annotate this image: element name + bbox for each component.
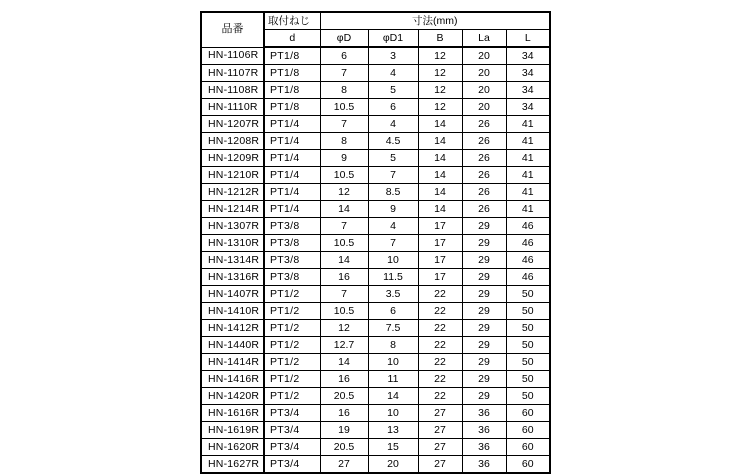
d-cell: 16	[320, 405, 368, 422]
la-cell: 29	[462, 371, 506, 388]
b-cell: 14	[418, 133, 462, 150]
part-number-cell: HN-1414R	[201, 354, 264, 371]
part-number-cell: HN-1416R	[201, 371, 264, 388]
d-cell: 14	[320, 201, 368, 218]
thread-cell: PT1/8	[264, 65, 320, 82]
table-row	[201, 252, 550, 269]
la-cell: 20	[462, 47, 506, 65]
d-cell: 10.5	[320, 303, 368, 320]
table-row	[201, 167, 550, 184]
part-number-cell: HN-1106R	[201, 47, 264, 65]
b-cell: 22	[418, 388, 462, 405]
d-cell: 19	[320, 422, 368, 439]
la-cell: 26	[462, 184, 506, 201]
part-number-cell: HN-1108R	[201, 82, 264, 99]
la-cell: 29	[462, 388, 506, 405]
phi-d1-cell: 13	[368, 422, 418, 439]
la-cell: 29	[462, 303, 506, 320]
thread-cell: PT1/2	[264, 303, 320, 320]
table-row	[201, 303, 550, 320]
b-cell: 22	[418, 371, 462, 388]
phi-d1-cell: 4.5	[368, 133, 418, 150]
mounting-thread-header: 取付ねじ	[264, 12, 320, 30]
b-cell: 14	[418, 167, 462, 184]
la-cell: 26	[462, 116, 506, 133]
l-cell: 46	[506, 235, 550, 252]
la-cell: 20	[462, 99, 506, 116]
phi-d1-cell: 4	[368, 116, 418, 133]
part-number-cell: HN-1407R	[201, 286, 264, 303]
la-cell: 29	[462, 235, 506, 252]
table-row	[201, 422, 550, 439]
column-header-d: d	[264, 30, 320, 48]
thread-cell: PT3/8	[264, 269, 320, 286]
d-cell: 27	[320, 456, 368, 474]
part-number-cell: HN-1208R	[201, 133, 264, 150]
phi-d1-cell: 3	[368, 47, 418, 65]
table-row	[201, 269, 550, 286]
d-cell: 12	[320, 320, 368, 337]
part-number-cell: HN-1316R	[201, 269, 264, 286]
thread-cell: PT1/2	[264, 337, 320, 354]
phi-d1-cell: 5	[368, 82, 418, 99]
d-cell: 10.5	[320, 167, 368, 184]
thread-cell: PT3/8	[264, 252, 320, 269]
phi-d1-cell: 6	[368, 303, 418, 320]
part-number-cell: HN-1310R	[201, 235, 264, 252]
table-row	[201, 439, 550, 456]
table-row	[201, 201, 550, 218]
la-cell: 29	[462, 269, 506, 286]
table-row	[201, 456, 550, 474]
la-cell: 20	[462, 65, 506, 82]
b-cell: 22	[418, 354, 462, 371]
table-row	[201, 82, 550, 99]
table-row	[201, 133, 550, 150]
part-number-cell: HN-1209R	[201, 150, 264, 167]
phi-d1-cell: 7	[368, 167, 418, 184]
l-cell: 50	[506, 388, 550, 405]
b-cell: 22	[418, 286, 462, 303]
table-row	[201, 337, 550, 354]
thread-cell: PT1/8	[264, 47, 320, 65]
la-cell: 29	[462, 218, 506, 235]
table-row	[201, 286, 550, 303]
l-cell: 41	[506, 184, 550, 201]
column-header-la: La	[462, 30, 506, 48]
d-cell: 20.5	[320, 388, 368, 405]
l-cell: 60	[506, 405, 550, 422]
b-cell: 14	[418, 184, 462, 201]
la-cell: 36	[462, 422, 506, 439]
thread-cell: PT1/4	[264, 133, 320, 150]
table-row	[201, 218, 550, 235]
phi-d1-cell: 11	[368, 371, 418, 388]
l-cell: 41	[506, 201, 550, 218]
l-cell: 50	[506, 371, 550, 388]
part-number-cell: HN-1420R	[201, 388, 264, 405]
column-header-l: L	[506, 30, 550, 48]
l-cell: 60	[506, 422, 550, 439]
table-row	[201, 99, 550, 116]
b-cell: 17	[418, 218, 462, 235]
phi-d1-cell: 10	[368, 354, 418, 371]
b-cell: 14	[418, 150, 462, 167]
part-number-cell: HN-1314R	[201, 252, 264, 269]
phi-d1-cell: 10	[368, 252, 418, 269]
header-row-1	[201, 12, 550, 30]
b-cell: 17	[418, 235, 462, 252]
part-number-cell: HN-1207R	[201, 116, 264, 133]
thread-cell: PT1/4	[264, 201, 320, 218]
phi-d1-cell: 3.5	[368, 286, 418, 303]
l-cell: 46	[506, 269, 550, 286]
l-cell: 34	[506, 47, 550, 65]
phi-d1-cell: 7	[368, 235, 418, 252]
la-cell: 36	[462, 456, 506, 474]
la-cell: 29	[462, 286, 506, 303]
b-cell: 27	[418, 439, 462, 456]
phi-d1-cell: 5	[368, 150, 418, 167]
part-number-cell: HN-1620R	[201, 439, 264, 456]
thread-cell: PT3/4	[264, 422, 320, 439]
d-cell: 12	[320, 184, 368, 201]
column-header-phi-d: φD	[320, 30, 368, 48]
thread-cell: PT3/4	[264, 456, 320, 474]
l-cell: 41	[506, 116, 550, 133]
b-cell: 27	[418, 405, 462, 422]
d-cell: 10.5	[320, 235, 368, 252]
b-cell: 22	[418, 337, 462, 354]
b-cell: 12	[418, 65, 462, 82]
d-cell: 6	[320, 47, 368, 65]
d-cell: 9	[320, 150, 368, 167]
la-cell: 29	[462, 354, 506, 371]
table-body	[201, 47, 550, 473]
part-number-cell: HN-1412R	[201, 320, 264, 337]
part-number-cell: HN-1619R	[201, 422, 264, 439]
la-cell: 20	[462, 82, 506, 99]
part-number-cell: HN-1107R	[201, 65, 264, 82]
d-cell: 14	[320, 252, 368, 269]
d-cell: 8	[320, 82, 368, 99]
d-cell: 7	[320, 218, 368, 235]
part-number-cell: HN-1410R	[201, 303, 264, 320]
phi-d1-cell: 11.5	[368, 269, 418, 286]
part-number-cell: HN-1110R	[201, 99, 264, 116]
thread-cell: PT1/8	[264, 82, 320, 99]
thread-cell: PT1/4	[264, 167, 320, 184]
thread-cell: PT1/2	[264, 320, 320, 337]
phi-d1-cell: 15	[368, 439, 418, 456]
l-cell: 34	[506, 99, 550, 116]
part-number-cell: HN-1210R	[201, 167, 264, 184]
part-number-cell: HN-1616R	[201, 405, 264, 422]
thread-cell: PT3/8	[264, 235, 320, 252]
la-cell: 26	[462, 133, 506, 150]
l-cell: 50	[506, 337, 550, 354]
la-cell: 26	[462, 201, 506, 218]
column-header-phi-d1: φD1	[368, 30, 418, 48]
part-number-cell: HN-1212R	[201, 184, 264, 201]
table-row	[201, 405, 550, 422]
phi-d1-cell: 20	[368, 456, 418, 474]
b-cell: 22	[418, 303, 462, 320]
l-cell: 50	[506, 320, 550, 337]
phi-d1-cell: 8	[368, 337, 418, 354]
d-cell: 7	[320, 116, 368, 133]
table-row	[201, 184, 550, 201]
thread-cell: PT3/4	[264, 405, 320, 422]
b-cell: 14	[418, 116, 462, 133]
l-cell: 50	[506, 303, 550, 320]
table-row	[201, 388, 550, 405]
thread-cell: PT1/2	[264, 354, 320, 371]
b-cell: 14	[418, 201, 462, 218]
thread-cell: PT1/2	[264, 286, 320, 303]
la-cell: 36	[462, 405, 506, 422]
d-cell: 16	[320, 269, 368, 286]
table-header	[201, 12, 550, 47]
thread-cell: PT3/8	[264, 218, 320, 235]
l-cell: 50	[506, 286, 550, 303]
la-cell: 26	[462, 150, 506, 167]
d-cell: 14	[320, 354, 368, 371]
b-cell: 12	[418, 99, 462, 116]
l-cell: 60	[506, 456, 550, 474]
l-cell: 50	[506, 354, 550, 371]
b-cell: 27	[418, 422, 462, 439]
phi-d1-cell: 8.5	[368, 184, 418, 201]
la-cell: 29	[462, 320, 506, 337]
phi-d1-cell: 14	[368, 388, 418, 405]
table-row	[201, 65, 550, 82]
l-cell: 34	[506, 82, 550, 99]
part-number-header: 品番	[201, 12, 264, 47]
phi-d1-cell: 4	[368, 218, 418, 235]
table-row	[201, 235, 550, 252]
table-row	[201, 47, 550, 65]
part-number-cell: HN-1307R	[201, 218, 264, 235]
thread-cell: PT1/4	[264, 150, 320, 167]
b-cell: 22	[418, 320, 462, 337]
thread-cell: PT3/4	[264, 439, 320, 456]
part-number-cell: HN-1440R	[201, 337, 264, 354]
la-cell: 26	[462, 167, 506, 184]
part-number-cell: HN-1627R	[201, 456, 264, 474]
b-cell: 27	[418, 456, 462, 474]
phi-d1-cell: 7.5	[368, 320, 418, 337]
table-row	[201, 116, 550, 133]
table-row	[201, 354, 550, 371]
d-cell: 7	[320, 65, 368, 82]
l-cell: 46	[506, 218, 550, 235]
column-header-b: B	[418, 30, 462, 48]
b-cell: 17	[418, 269, 462, 286]
thread-cell: PT1/2	[264, 388, 320, 405]
l-cell: 41	[506, 133, 550, 150]
table-row	[201, 320, 550, 337]
phi-d1-cell: 9	[368, 201, 418, 218]
dimensions-header: 寸法(mm)	[320, 12, 550, 30]
l-cell: 46	[506, 252, 550, 269]
table-row	[201, 150, 550, 167]
la-cell: 29	[462, 252, 506, 269]
b-cell: 17	[418, 252, 462, 269]
d-cell: 16	[320, 371, 368, 388]
b-cell: 12	[418, 47, 462, 65]
d-cell: 8	[320, 133, 368, 150]
b-cell: 12	[418, 82, 462, 99]
phi-d1-cell: 10	[368, 405, 418, 422]
l-cell: 41	[506, 150, 550, 167]
thread-cell: PT1/4	[264, 116, 320, 133]
phi-d1-cell: 4	[368, 65, 418, 82]
la-cell: 36	[462, 439, 506, 456]
thread-cell: PT1/4	[264, 184, 320, 201]
l-cell: 60	[506, 439, 550, 456]
spec-table	[200, 11, 551, 474]
d-cell: 10.5	[320, 99, 368, 116]
phi-d1-cell: 6	[368, 99, 418, 116]
l-cell: 34	[506, 65, 550, 82]
d-cell: 20.5	[320, 439, 368, 456]
la-cell: 29	[462, 337, 506, 354]
thread-cell: PT1/8	[264, 99, 320, 116]
table-row	[201, 371, 550, 388]
d-cell: 12.7	[320, 337, 368, 354]
d-cell: 7	[320, 286, 368, 303]
l-cell: 41	[506, 167, 550, 184]
part-number-cell: HN-1214R	[201, 201, 264, 218]
thread-cell: PT1/2	[264, 371, 320, 388]
